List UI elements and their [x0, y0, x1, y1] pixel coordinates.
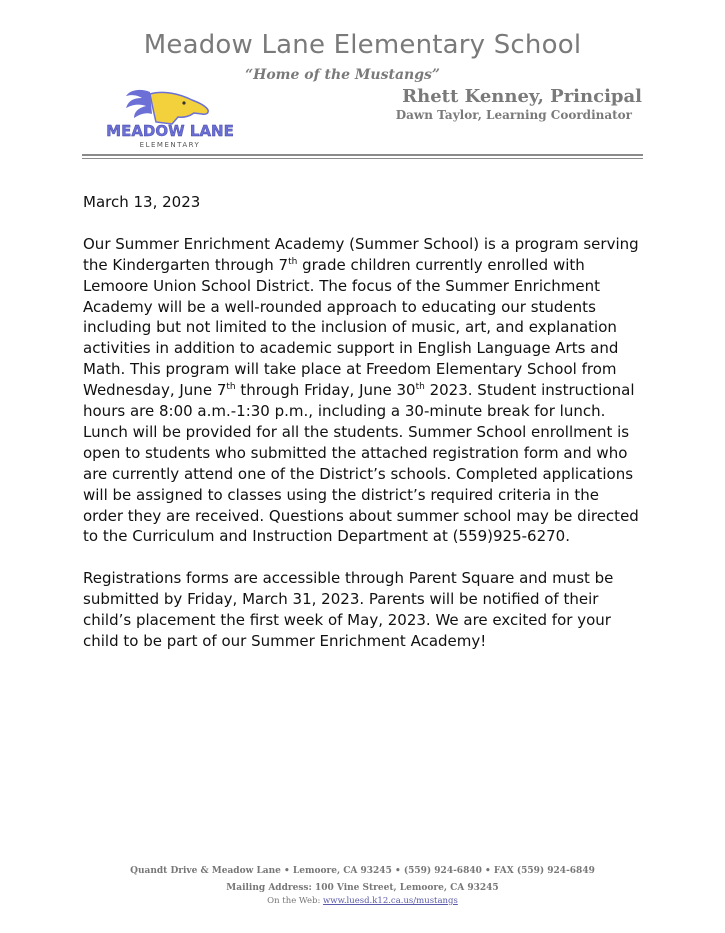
logo-horse-head — [150, 92, 208, 124]
letter-date: March 13, 2023 — [83, 193, 201, 211]
school-motto: “Home of the Mustangs” — [245, 67, 440, 83]
mustang-logo — [106, 86, 234, 152]
logo-text-bottom: ELEMENTARY — [139, 141, 201, 149]
header-rule-thin — [82, 158, 643, 159]
logo-text-top: MEADOW LANE — [106, 122, 234, 140]
header-rule — [82, 154, 643, 156]
coordinator-name: Dawn Taylor, Learning Coordinator — [395, 108, 632, 122]
school-name: Meadow Lane Elementary School — [143, 30, 582, 60]
footer-mailing-address: Mailing Address: 100 Vine Street, Lemoore, CA 93245 — [226, 883, 499, 893]
letter-paragraph-1: Our Summer Enrichment Academy (Summer School) is a program serving the Kindergarten through 7th grade children currently enrolled with Lemoore Union School District. The focus of the Summer Enrichment Academy will be a well-rounded approach to educating our students including but not limited to the inclusion of music, art, and explanation activities in addition to academic support in English Language Arts and Math. This program will take place at Freedom Elementary School from Wednesday, June 7th through Friday, June 30th 2023. Student instructional hours are 8:00 a.m.-1:30 p.m., including a 30-minute break for lunch. Lunch will be provided for all the students. Summer School enrollment is open to students who submitted the attached registration form and who are currently attend one of the District’s schools. Completed applications will be assigned to classes using the district’s required criteria in the order they are received. Questions about summer school may be directed to the Curriculum and Instruction Department at (559)925-6270. — [83, 234, 639, 546]
letter-body — [83, 192, 643, 673]
logo-mane — [126, 90, 152, 118]
footer-web-label: On the Web: — [267, 896, 321, 906]
footer-web — [0, 896, 725, 906]
footer-address: Quandt Drive & Meadow Lane • Lemoore, CA 93245 • (559) 924-6840 • FAX (559) 924-6849 — [130, 866, 595, 876]
footer-web-link[interactable]: www.luesd.k12.ca.us/mustangs — [323, 896, 458, 906]
letter-paragraph-2: Registrations forms are accessible through Parent Square and must be submitted by Friday, March 31, 2023. Parents will be notified of their child’s placement the first week of May, 2023. We are excited for your child to be part of our Summer Enrichment Academy! — [83, 569, 614, 650]
principal-name: Rhett Kenney, Principal — [402, 86, 642, 107]
